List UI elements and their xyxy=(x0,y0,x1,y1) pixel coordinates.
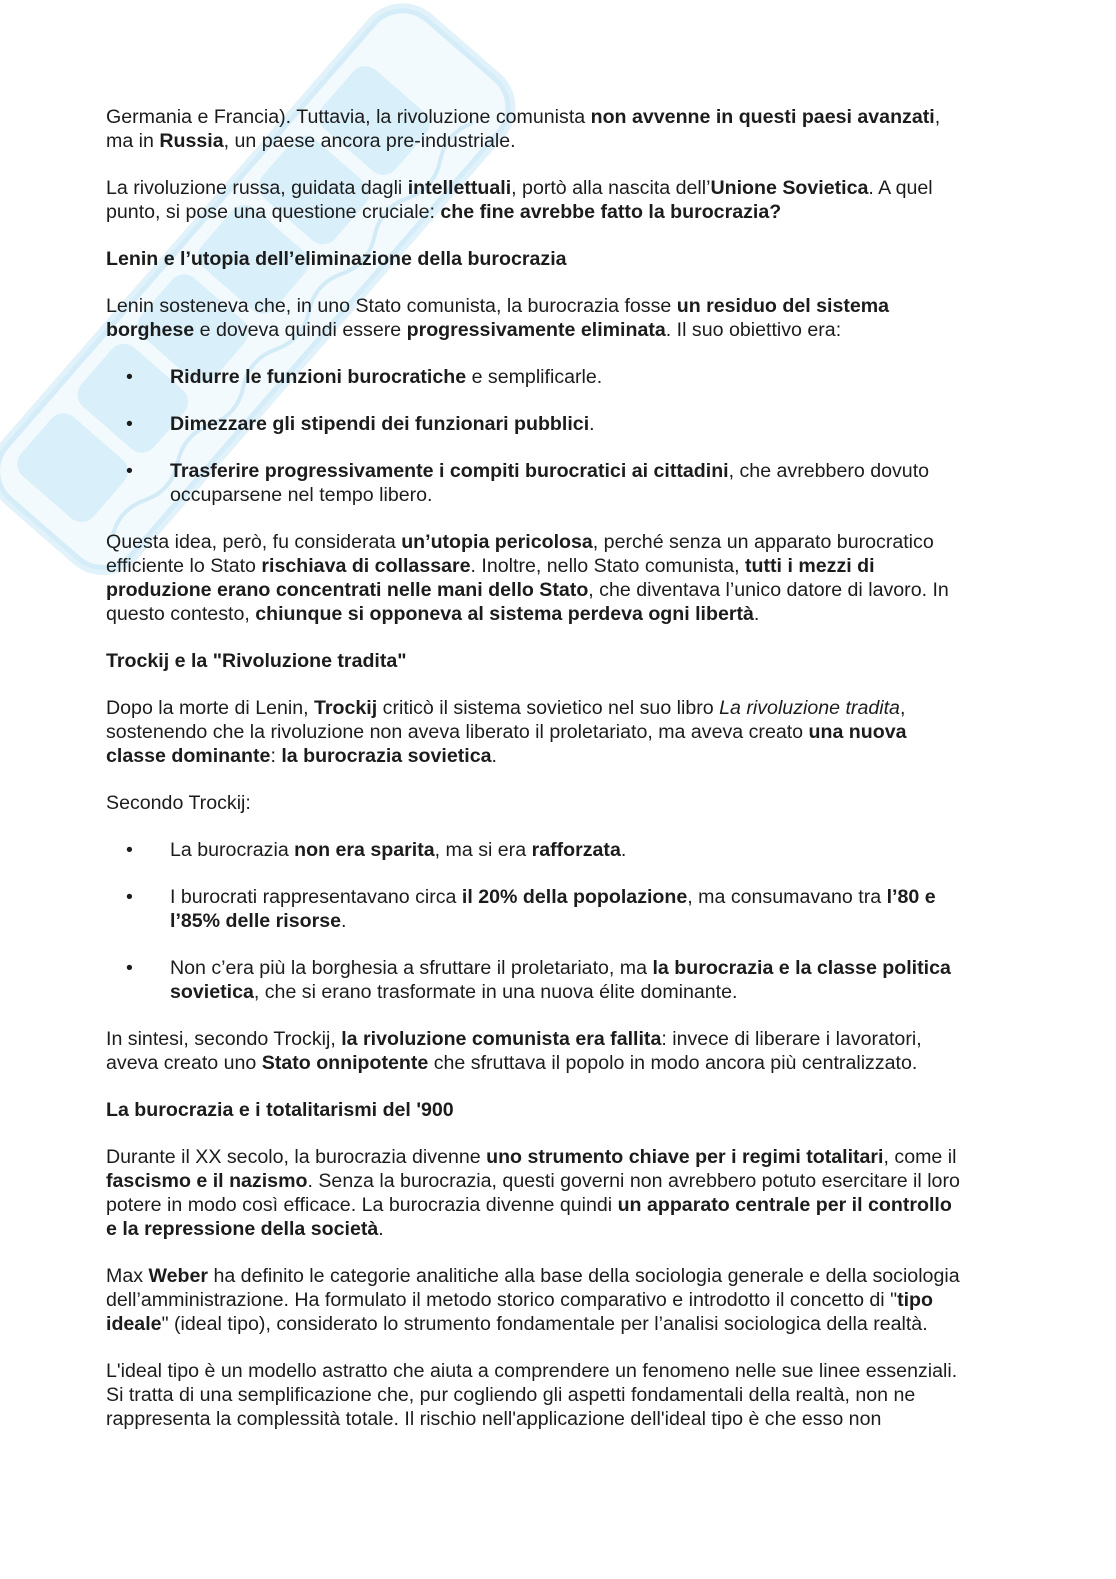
text-run: che sfruttava il popolo in modo ancora più centralizzato. xyxy=(428,1052,918,1074)
bold-text: l’80 e l’85% delle risorse xyxy=(170,886,936,932)
bold-text: un residuo del sistema borghese xyxy=(106,295,890,341)
paragraph xyxy=(106,696,960,768)
paragraph xyxy=(106,1359,960,1431)
list-item xyxy=(106,885,960,933)
bold-text: la burocrazia sovietica xyxy=(281,745,492,767)
text-run: I burocrati rappresentavano circa xyxy=(170,886,462,908)
text-run: In sintesi, secondo Trockij, xyxy=(106,1028,342,1050)
bold-text: Weber xyxy=(148,1265,208,1287)
list-item-text xyxy=(170,957,951,1003)
document-body xyxy=(106,105,960,1454)
bold-text: rischiava di collassare xyxy=(261,555,471,577)
text-run: e semplificarle. xyxy=(466,366,603,388)
bullet-list xyxy=(106,365,960,507)
bullet-icon xyxy=(126,838,133,862)
text-run: e doveva quindi essere xyxy=(194,319,407,341)
text-run: La burocrazia xyxy=(170,839,295,861)
italic-text: La rivoluzione tradita xyxy=(719,697,900,719)
section-heading xyxy=(106,1098,960,1122)
bullet-icon xyxy=(126,365,133,389)
bold-text: il 20% della popolazione xyxy=(461,886,688,908)
text-run: , ma si era xyxy=(434,839,532,861)
text-run: Germania e Francia). Tuttavia, la rivoluzione comunista xyxy=(106,106,591,128)
text-run: , ma in xyxy=(106,106,941,152)
bold-text: Dimezzare gli stipendi dei funzionari pubblici xyxy=(170,413,590,435)
text-run: . xyxy=(378,1218,384,1240)
list-item-text xyxy=(170,413,595,435)
text-run: Questa idea, però, fu considerata xyxy=(106,531,402,553)
text-run: criticò il sistema sovietico nel suo libro xyxy=(377,697,720,719)
list-item xyxy=(106,365,960,389)
bullet-icon xyxy=(126,885,133,909)
text-run: , perché senza un apparato burocratico efficiente lo Stato xyxy=(106,531,934,577)
text-run: , sostenendo che la rivoluzione non aveva liberato il proletariato, ma aveva creato xyxy=(106,697,906,743)
bold-text: chiunque si opponeva al sistema perdeva ogni libertà xyxy=(255,603,754,625)
text-run: La rivoluzione russa, guidata dagli xyxy=(106,177,408,199)
text-run: , come il xyxy=(883,1146,957,1168)
text-run: . A quel punto, si pose una questione cruciale: xyxy=(106,177,933,223)
bold-text: non era sparita xyxy=(294,839,435,861)
text-run: . Il suo obiettivo era: xyxy=(665,319,842,341)
text-run: . xyxy=(491,745,497,767)
bold-text: la rivoluzione comunista era fallita xyxy=(341,1028,662,1050)
paragraph xyxy=(106,176,960,224)
paragraph xyxy=(106,1264,960,1336)
paragraph xyxy=(106,105,960,153)
list-item-text xyxy=(170,366,602,388)
list-item xyxy=(106,412,960,436)
text-run: Max xyxy=(106,1265,149,1287)
bold-text: Russia xyxy=(159,130,224,152)
bullet-list xyxy=(106,838,960,1004)
bold-text: la burocrazia e la classe politica sovietica xyxy=(170,957,951,1003)
list-item-text xyxy=(170,460,929,506)
bold-text: uno strumento chiave per i regimi totalitari xyxy=(486,1146,884,1168)
bold-text: progressivamente eliminata xyxy=(406,319,666,341)
list-item xyxy=(106,838,960,862)
bullet-icon xyxy=(126,412,133,436)
bold-text: tutti i mezzi di produzione erano concentrati nelle mani dello Stato xyxy=(106,555,875,601)
paragraph xyxy=(106,294,960,342)
list-item-text xyxy=(170,839,626,861)
text-run: , che si erano trasformate in una nuova élite dominante. xyxy=(253,981,738,1003)
bullet-icon xyxy=(126,459,133,483)
text-run: . Senza la burocrazia, questi governi non avrebbero potuto esercitare il loro potere in modo così efficace. La burocrazia divenne quindi xyxy=(106,1170,960,1216)
text-run: , portò alla nascita dell’ xyxy=(511,177,711,199)
bold-text: intellettuali xyxy=(407,177,512,199)
bold-text: rafforzata xyxy=(531,839,621,861)
list-item xyxy=(106,459,960,507)
bold-text: fascismo e il nazismo xyxy=(106,1170,308,1192)
text-run: . xyxy=(753,603,760,625)
bold-text: tipo ideale xyxy=(106,1289,933,1335)
text-run: , che avrebbero dovuto occuparsene nel tempo libero. xyxy=(170,460,930,506)
text-run: , un paese ancora pre-industriale. xyxy=(223,130,516,152)
text-run: , ma consumavano tra xyxy=(687,886,887,908)
text-run: Non c’era più la borghesia a sfruttare il proletariato, ma xyxy=(170,957,653,979)
text-run: : invece di liberare i lavoratori, aveva creato uno xyxy=(106,1028,922,1074)
text-run: , che diventava l’unico datore di lavoro. In questo contesto, xyxy=(106,579,949,625)
text-run: " (ideal tipo), considerato lo strumento fondamentale per l’analisi sociologica della realtà. xyxy=(161,1313,928,1335)
bold-text: Stato onnipotente xyxy=(261,1052,429,1074)
text-run: . xyxy=(620,839,627,861)
text-run: ha definito le categorie analitiche alla base della sociologia generale e della sociologia dell’amministrazione. Ha formulato il metodo storico comparativo e introdotto il concetto di " xyxy=(106,1265,960,1311)
text-run: . Inoltre, nello Stato comunista, xyxy=(470,555,746,577)
bold-text: Trockij e la "Rivoluzione tradita" xyxy=(106,650,407,672)
text-run: Secondo Trockij: xyxy=(106,792,251,814)
text-run: . xyxy=(341,910,347,932)
bold-text: Ridurre le funzioni burocratiche xyxy=(170,366,467,388)
bold-text: un apparato centrale per il controllo e la repressione della società xyxy=(106,1194,952,1240)
paragraph xyxy=(106,1027,960,1075)
paragraph xyxy=(106,791,960,815)
bold-text: Lenin e l’utopia dell’eliminazione della burocrazia xyxy=(106,248,567,270)
text-run: . xyxy=(589,413,595,435)
bold-text: che fine avrebbe fatto la burocrazia? xyxy=(440,201,782,223)
bullet-icon xyxy=(126,956,133,980)
paragraph xyxy=(106,530,960,626)
text-run: : xyxy=(270,745,282,767)
bold-text: La burocrazia e i totalitarismi del '900 xyxy=(106,1099,454,1121)
text-run: Dopo la morte di Lenin, xyxy=(106,697,315,719)
section-heading xyxy=(106,247,960,271)
text-run: Lenin sosteneva che, in uno Stato comunista, la burocrazia fosse xyxy=(106,295,677,317)
bold-text: una nuova classe dominante xyxy=(106,721,907,767)
bold-text: Unione Sovietica xyxy=(710,177,869,199)
bold-text: non avvenne in questi paesi avanzati xyxy=(590,106,935,128)
text-run: Durante il XX secolo, la burocrazia divenne xyxy=(106,1146,487,1168)
list-item xyxy=(106,956,960,1004)
section-heading xyxy=(106,649,960,673)
bold-text: un’utopia pericolosa xyxy=(401,531,593,553)
text-run: L'ideal tipo è un modello astratto che aiuta a comprendere un fenomeno nelle sue linee essenziali. Si tratta di una semplificazione che, pur cogliendo gli aspetti fondamentali della realtà, non ne rappresenta la complessità totale. Il rischio nell'applicazione dell'ideal tipo è che esso non xyxy=(106,1360,958,1430)
bold-text: Trockij xyxy=(314,697,378,719)
bold-text: Trasferire progressivamente i compiti burocratici ai cittadini xyxy=(170,460,729,482)
paragraph xyxy=(106,1145,960,1241)
list-item-text xyxy=(170,886,936,932)
